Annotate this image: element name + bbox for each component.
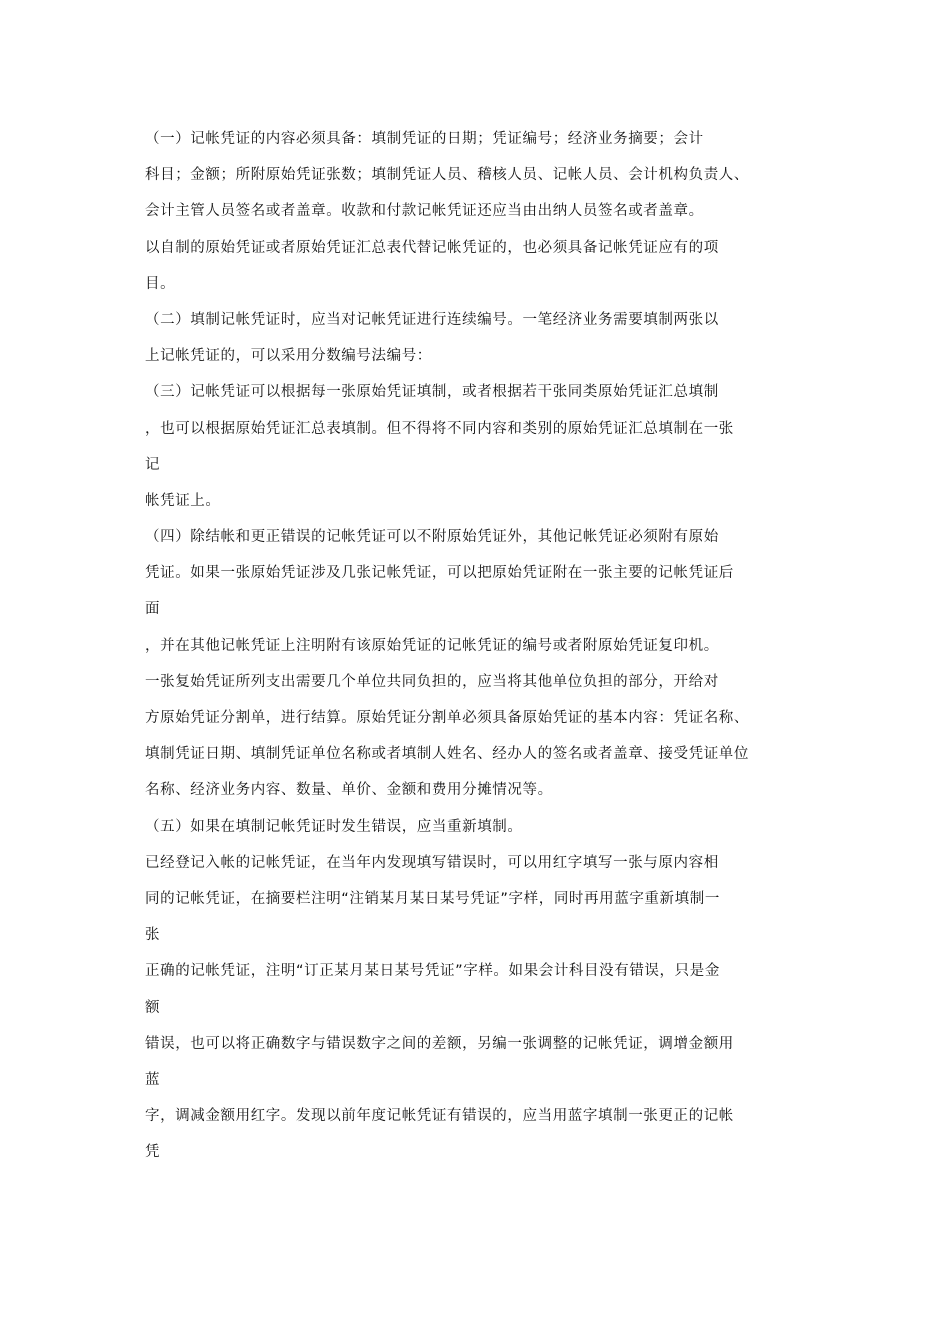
- text-line: 记: [145, 456, 161, 473]
- text-line: 科目；金额；所附原始凭证张数；填制凭证人员、稽核人员、记帐人员、会计机构负责人、: [145, 167, 749, 184]
- text-line: 上记帐凭证的，可以采用分数编号法编号：: [145, 348, 432, 365]
- text-line: 一张复始凭证所列支出需要几个单位共同负担的，应当将其他单位负担的部分，开给对: [145, 673, 719, 690]
- text-line: 已经登记入帐的记帐凭证，在当年内发现填写错误时，可以用红字填写一张与原内容相: [145, 854, 719, 871]
- text-line: 正确的记帐凭证，注明“订正某月某日某号凭证”字样。如果会计科目没有错误，只是金: [145, 963, 720, 980]
- text-line: （五）如果在填制记帐凭证时发生错误，应当重新填制。: [145, 818, 523, 835]
- text-line: 额: [145, 999, 161, 1016]
- text-line: 凭证。如果一张原始凭证涉及几张记帐凭证，可以把原始凭证附在一张主要的记帐凭证后: [145, 565, 734, 582]
- text-line: ，也可以根据原始凭证汇总表填制。但不得将不同内容和类别的原始凭证汇总填制在一张: [145, 420, 734, 437]
- document-body: [145, 121, 815, 1170]
- text-line: （三）记帐凭证可以根据每一张原始凭证填制，或者根据若干张同类原始凭证汇总填制: [145, 384, 719, 401]
- text-line: 会计主管人员签名或者盖章。收款和付款记帐凭证还应当由出纳人员签名或者盖章。: [145, 203, 704, 220]
- text-line: 名称、经济业务内容、数量、单价、金额和费用分摊情况等。: [145, 782, 553, 799]
- text-line: 帐凭证上。: [145, 492, 221, 509]
- text-line: （四）除结帐和更正错误的记帐凭证可以不附原始凭证外，其他记帐凭证必须附有原始: [145, 529, 719, 546]
- text-line: 蓝: [145, 1071, 161, 1088]
- text-line: （一）记帐凭证的内容必须具备：填制凭证的日期；凭证编号；经济业务摘要；会计: [145, 131, 704, 147]
- text-line: 凭: [145, 1144, 161, 1161]
- text-line: 字，调减金额用红字。发现以前年度记帐凭证有错误的，应当用蓝字填制一张更正的记帐: [145, 1108, 734, 1125]
- text-line: 错误，也可以将正确数字与错误数字之间的差额，另编一张调整的记帐凭证，调增金额用: [145, 1035, 734, 1052]
- text-line: （二）填制记帐凭证时，应当对记帐凭证进行连续编号。一笔经济业务需要填制两张以: [145, 311, 719, 328]
- text-line: 填制凭证日期、填制凭证单位名称或者填制人姓名、经办人的签名或者盖章、接受凭证单位: [145, 746, 749, 763]
- text-line: 面: [145, 601, 161, 618]
- text-line: 方原始凭证分割单，进行结算。原始凭证分割单必须具备原始凭证的基本内容：凭证名称、: [145, 710, 749, 726]
- text-line: 以自制的原始凭证或者原始凭证汇总表代替记帐凭证的，也必须具备记帐凭证应有的项: [145, 239, 719, 256]
- text-line: ，并在其他记帐凭证上注明附有该原始凭证的记帐凭证的编号或者附原始凭证复印机。: [145, 637, 719, 654]
- text-line: 目。: [145, 275, 176, 292]
- text-line: 张: [145, 927, 161, 944]
- text-line: 同的记帐凭证，在摘要栏注明“注销某月某日某号凭证”字样，同时再用蓝字重新填制一: [145, 890, 720, 907]
